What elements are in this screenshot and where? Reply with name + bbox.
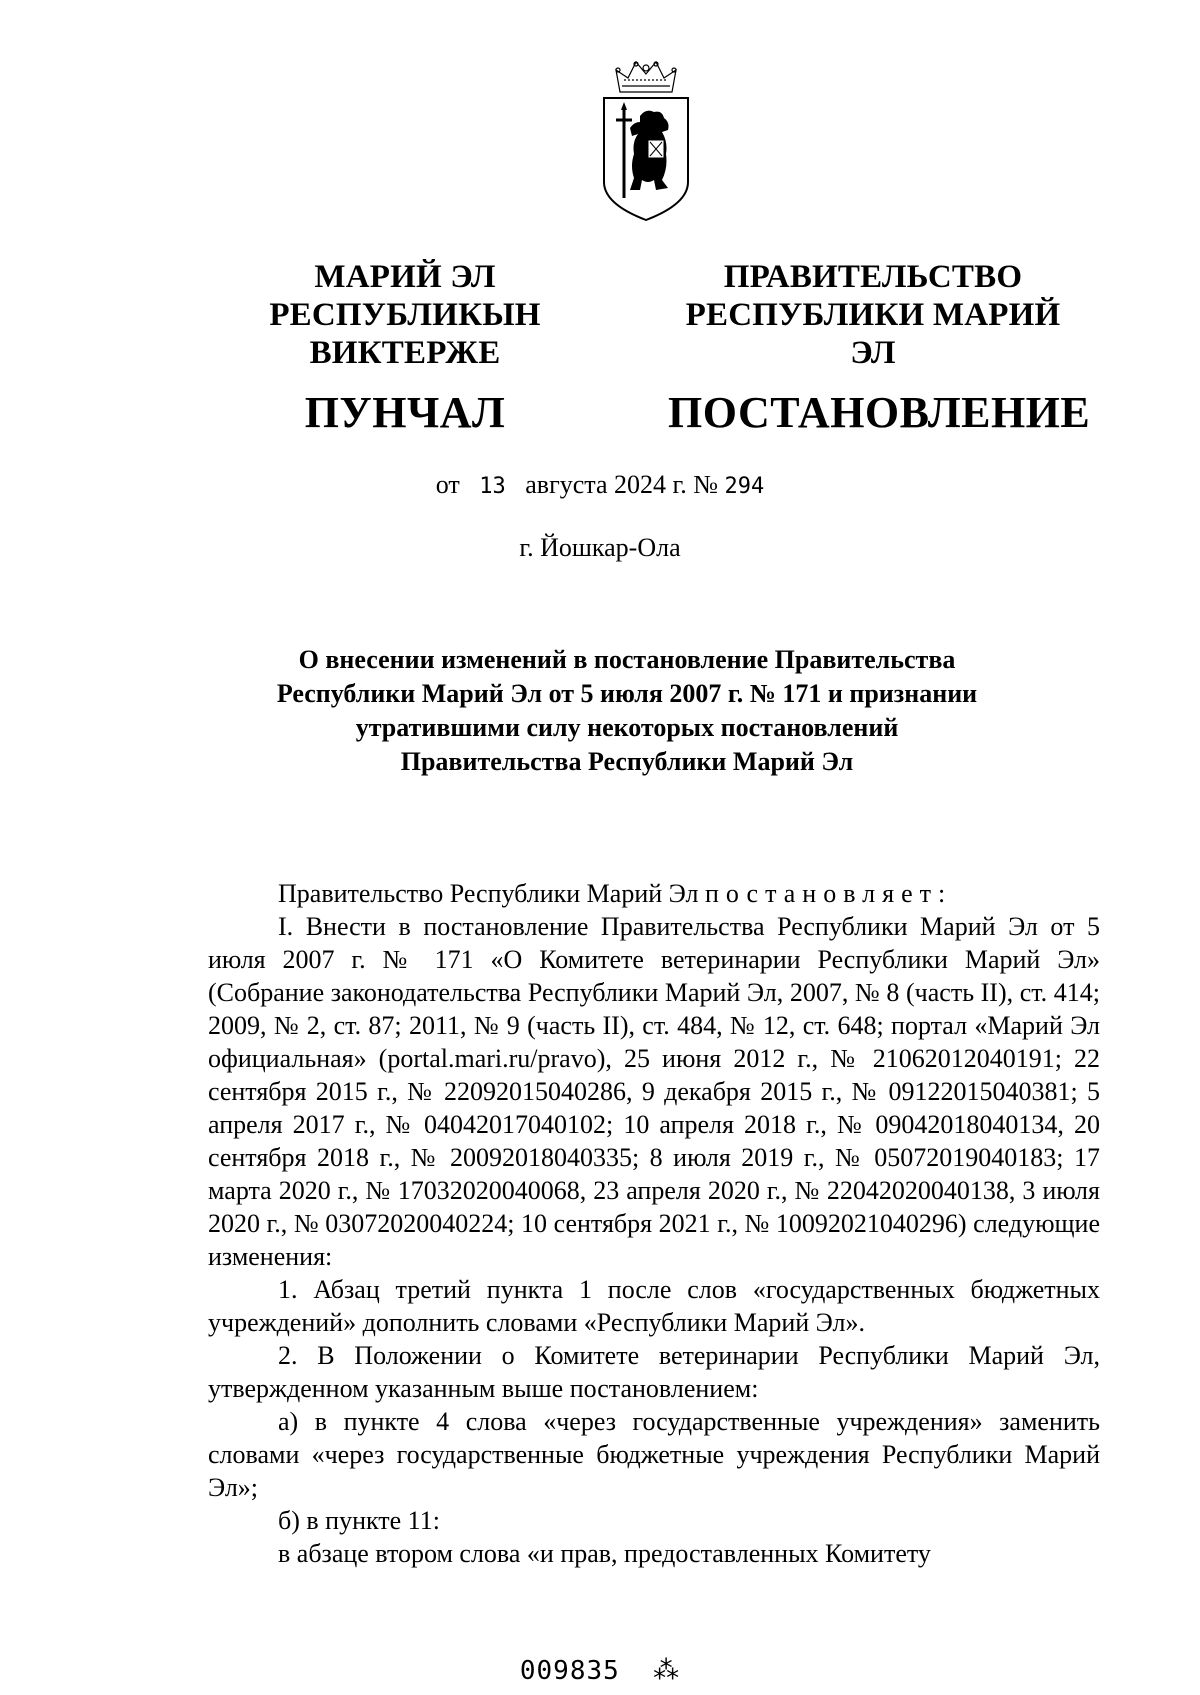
date-day: 13 [479, 474, 506, 499]
document-number: 294 [724, 474, 765, 499]
intro-text: Правительство Республики Марий Эл [278, 879, 705, 908]
paragraph-2: 1. Абзац третий пункта 1 после слов «государственных бюджетных учреждений» дополнить словами «Республики Марий Эл». [208, 1275, 1100, 1337]
header-right-doc-type: ПОСТАНОВЛЕНИЕ [668, 388, 1091, 437]
document-date [0, 470, 1200, 500]
paragraph-4: а) в пункте 4 слова «через государственные учреждения» заменить словами «через государственные бюджетные учреждения Республики Марий Эл»; [208, 1407, 1100, 1502]
serial-number-footer [0, 1656, 1200, 1686]
header-right-line2: РЕСПУБЛИКИ МАРИЙ ЭЛ [685, 297, 1061, 371]
title-line4: Правительства Республики Марий Эл [400, 747, 854, 776]
header-left-line2: ВИКТЕРЖЕ [309, 335, 501, 371]
document-title [200, 643, 1054, 779]
intro-resolves: постановляет: [704, 879, 953, 908]
header-left-line1: МАРИЙ ЭЛ РЕСПУБЛИКЫН [269, 259, 541, 333]
document-body [208, 877, 1100, 1570]
date-prefix: от [435, 470, 460, 499]
header-left-doc-type: ПУНЧАЛ [304, 388, 506, 437]
header-left-block [180, 258, 630, 438]
header-right-line1: ПРАВИТЕЛЬСТВО [723, 259, 1023, 295]
title-line2: Республики Марий Эл от 5 июля 2007 г. № 171 и признании [276, 679, 978, 708]
footer-mark: ⁂ [653, 1656, 681, 1686]
date-month-year: августа 2024 г. № [525, 470, 719, 499]
paragraph-3: 2. В Положении о Комитете ветеринарии Республики Марий Эл, утвержденном указанным выше постановлением: [208, 1341, 1100, 1403]
paragraph-1: I. Внести в постановление Правительства Республики Марий Эл от 5 июля 2007 г. № 171 «О Комитете ветеринарии Республики Марий Эл» (Собрание законодательства Республики Марий Эл, 2007, № 8 (часть II), ст. 414; 2009, № 2, ст. 87; 2011, № 9 (часть II), ст. 484, № 12, ст. 648; портал «Марий Эл официальная» (portal.mari.ru/pravo), 25 июня 2012 г., № 21062012040191; 22 сентября 2015 г., № 22092015040286, 9 декабря 2015 г., № 09122015040381; 5 апреля 2017 г., № 04042017040102; 10 апреля 2018 г., № 09042018040134, 20 сентября 2018 г., № 20092018040335; 8 июля 2019 г., № 05072019040183; 17 марта 2020 г., № 17032020040068, 23 апреля 2020 г., № 22042020040138, 3 июля 2020 г., № 03072020040224; 10 сентября 2021 г., № 10092021040296) следующие изменения: [208, 912, 1100, 1271]
title-line3: утратившими силу некоторых постановлений [355, 713, 899, 742]
paragraph-6: в абзаце втором слова «и прав, предоставленных Комитету [278, 1539, 931, 1568]
document-city: г. Йошкар-Ола [519, 533, 681, 562]
intro-paragraph [208, 877, 1100, 910]
coat-of-arms-emblem [598, 56, 694, 224]
serial-number: 009835 [519, 1656, 620, 1686]
paragraph-5: б) в пункте 11: [278, 1506, 440, 1535]
title-line1: О внесении изменений в постановление Правительства [298, 645, 956, 674]
header-right-block [668, 258, 1091, 438]
